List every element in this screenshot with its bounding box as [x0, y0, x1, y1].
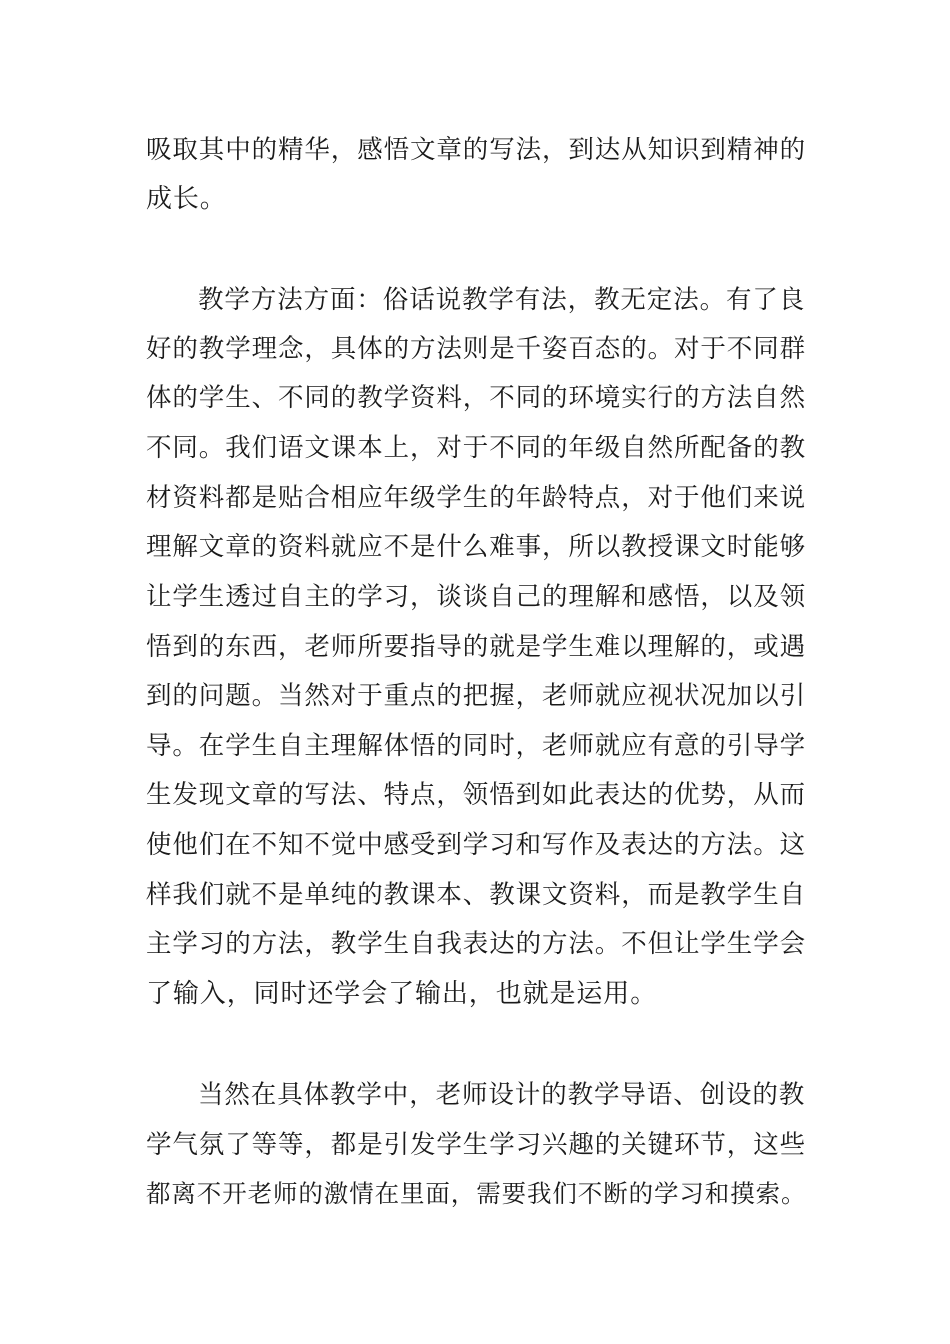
text-line: 学气氛了等等，都是引发学生学习兴趣的关键环节，这些 [146, 1130, 807, 1160]
text-line: 使他们在不知不觉中感受到学习和写作及表达的方法。这 [146, 830, 807, 860]
text-line: 好的教学理念，具体的方法则是千姿百态的。对于不同群 [146, 334, 807, 364]
text-line: 都离不开老师的激情在里面，需要我们不断的学习和摸索。 [146, 1179, 807, 1208]
text-line: 生发现文章的写法、特点，领悟到如此表达的优势，从而 [146, 780, 807, 810]
text-line: 了输入，同时还学会了输出，也就是运用。 [146, 979, 658, 1009]
text-line: 让学生透过自主的学习，谈谈自己的理解和感悟，以及领 [146, 582, 807, 612]
text-line: 导。在学生自主理解体悟的同时，老师就应有意的引导学 [146, 731, 807, 761]
text-line: 成长。 [146, 184, 227, 214]
text-line: 当然在具体教学中，老师设计的教学导语、创设的教 [198, 1080, 806, 1110]
text-line: 到的问题。当然对于重点的把握，老师就应视状况加以引 [146, 681, 807, 711]
text-line: 样我们就不是单纯的教课本、教课文资料，而是教学生自 [146, 880, 807, 910]
text-line: 理解文章的资料就应不是什么难事，所以教授课文时能够 [146, 532, 807, 562]
text-line: 体的学生、不同的教学资料，不同的环境实行的方法自然 [146, 383, 807, 413]
text-line: 吸取其中的精华，感悟文章的写法，到达从知识到精神的 [146, 135, 807, 165]
text-line: 悟到的东西，老师所要指导的就是学生难以理解的，或遇 [146, 632, 807, 662]
text-line: 材资料都是贴合相应年级学生的年龄特点，对于他们来说 [146, 483, 807, 513]
text-line: 不同。我们语文课本上，对于不同的年级自然所配备的教 [146, 433, 807, 463]
text-line: 主学习的方法，教学生自我表达的方法。不但让学生学会 [146, 929, 807, 959]
text-line: 教学方法方面：俗话说教学有法，教无定法。有了良 [198, 285, 806, 315]
